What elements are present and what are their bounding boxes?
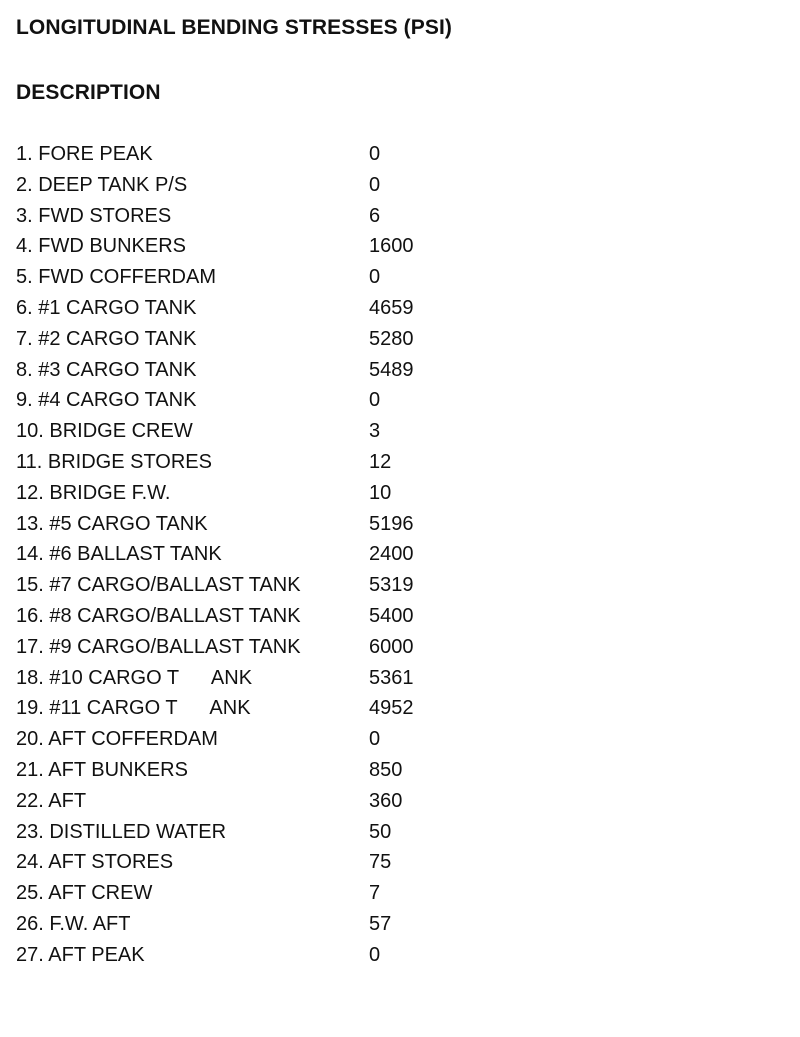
row-description: 24. AFT STORES [16,851,174,874]
table-row [14,293,569,324]
row-value: 5319 [369,574,414,597]
row-description: 2. DEEP TANK P/S [16,173,188,196]
row-value: 4952 [369,697,414,720]
table-row [14,170,569,201]
row-description: 21. AFT BUNKERS [16,758,188,781]
table-row [14,909,569,940]
table-row [14,139,569,170]
table-row [14,601,569,632]
table-body [14,139,569,971]
row-description: 18. #10 CARGO T ANK [16,666,253,689]
row-description: 5. FWD COFFERDAM [16,266,216,289]
row-description: 27. AFT PEAK [16,943,145,966]
row-description: 17. #9 CARGO/BALLAST TANK [16,635,301,658]
table-row [14,324,569,355]
row-value: 50 [369,820,392,843]
row-value: 1600 [369,235,414,258]
table-row [14,755,569,786]
section-heading-description: DESCRIPTION [16,81,161,104]
row-value: 3 [369,420,381,443]
table-row [14,693,569,724]
row-value: 0 [369,143,381,165]
table-row [14,663,569,694]
row-description: 23. DISTILLED WATER [16,820,227,843]
row-value: 0 [369,173,381,196]
row-value: 0 [369,728,381,751]
row-value: 5280 [369,327,414,350]
table-row [14,201,569,232]
row-description: 25. AFT CREW [16,882,153,905]
row-value: 0 [369,266,381,289]
table-row [14,632,569,663]
table-row [14,724,569,755]
row-value: 5361 [369,666,414,689]
row-description: 4. FWD BUNKERS [16,235,187,258]
bending-stresses-table [14,139,569,971]
table-row [14,878,569,909]
row-value: 5400 [369,604,414,627]
row-description: 14. #6 BALLAST TANK [16,543,222,566]
row-description: 13. #5 CARGO TANK [16,512,208,535]
table-row [14,847,569,878]
row-value: 0 [369,389,381,412]
row-value: 2400 [369,543,414,566]
row-value: 12 [369,450,392,473]
table-row [14,447,569,478]
row-description: 15. #7 CARGO/BALLAST TANK [16,574,301,597]
row-value: 850 [369,758,403,781]
table-row [14,262,569,293]
row-description: 26. F.W. AFT [16,912,131,935]
row-description: 7. #2 CARGO TANK [16,327,197,350]
table-row [14,509,569,540]
row-value: 0 [369,943,381,966]
table-row [14,231,569,262]
row-value: 5489 [369,358,414,381]
row-value: 4659 [369,296,414,319]
row-description: 9. #4 CARGO TANK [16,389,197,412]
row-value: 57 [369,912,392,935]
row-description: 1. FORE PEAK [16,143,153,165]
row-description: 11. BRIDGE STORES [16,450,212,473]
table-row [14,570,569,601]
row-description: 10. BRIDGE CREW [16,420,193,443]
table-row [14,940,569,971]
page-title: LONGITUDINAL BENDING STRESSES (PSI) [16,16,452,39]
row-value: 360 [369,789,403,812]
table-row [14,416,569,447]
row-value: 7 [369,882,381,905]
row-description: 8. #3 CARGO TANK [16,358,197,381]
table-row [14,478,569,509]
row-description: 16. #8 CARGO/BALLAST TANK [16,604,301,627]
table-row [14,817,569,848]
row-description: 6. #1 CARGO TANK [16,296,197,319]
row-value: 75 [369,851,392,874]
table-row [14,385,569,416]
table-row [14,539,569,570]
table-row [14,786,569,817]
row-description: 22. AFT [16,789,87,812]
row-description: 3. FWD STORES [16,204,172,227]
row-description: 20. AFT COFFERDAM [16,728,218,751]
row-description: 12. BRIDGE F.W. [16,481,171,504]
row-value: 5196 [369,512,414,535]
row-description: 19. #11 CARGO T ANK [16,697,251,720]
row-value: 6000 [369,635,414,658]
row-value: 10 [369,481,392,504]
row-value: 6 [369,204,381,227]
table-row [14,355,569,386]
